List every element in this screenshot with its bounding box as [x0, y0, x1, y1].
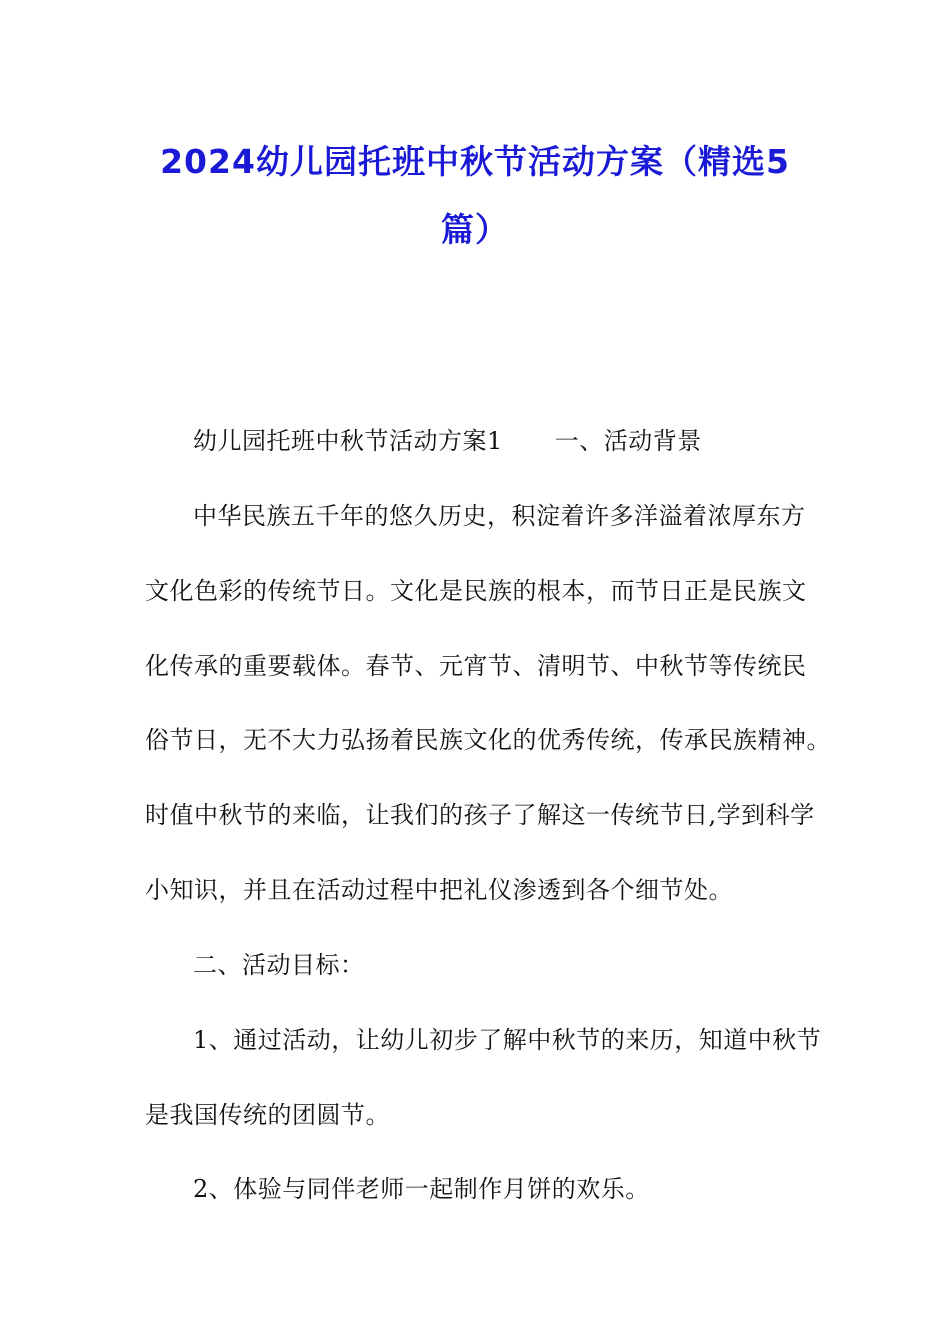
paragraph-1-line-1: 中华民族五千年的悠久历史，积淀着许多洋溢着浓厚东方 — [193, 502, 806, 530]
document-title-line-1: 2024幼儿园托班中秋节活动方案（精选5 — [160, 142, 790, 181]
paragraph-1-line-2: 文化色彩的传统节日。文化是民族的根本，而节日正是民族文 — [145, 577, 807, 605]
plan-heading — [193, 421, 702, 456]
goal-1-line-2: 是我国传统的团圆节。 — [145, 1101, 390, 1129]
paragraph-1-line-3: 化传承的重要载体。春节、元宵节、清明节、中秋节等传统民 — [145, 652, 807, 680]
goal-1-line-1: 1、通过活动，让幼儿初步了解中秋节的来历，知道中秋节 — [193, 1026, 822, 1054]
paragraph-1-line-4: 俗节日，无不大力弘扬着民族文化的优秀传统，传承民族精神。 — [145, 726, 831, 754]
paragraph-1-line-6: 小知识，并且在活动过程中把礼仪渗透到各个细节处。 — [145, 876, 733, 904]
section-2-heading: 二、活动目标： — [193, 951, 365, 979]
section-1-heading: 一、活动背景 — [554, 427, 702, 455]
document-title-line-2: 篇） — [441, 210, 509, 249]
plan-heading-title: 幼儿园托班中秋节活动方案1 — [193, 427, 503, 455]
goal-2: 2、体验与同伴老师一起制作月饼的欢乐。 — [193, 1175, 650, 1203]
paragraph-1-line-5: 时值中秋节的来临，让我们的孩子了解这一传统节日,学到科学 — [145, 801, 815, 829]
